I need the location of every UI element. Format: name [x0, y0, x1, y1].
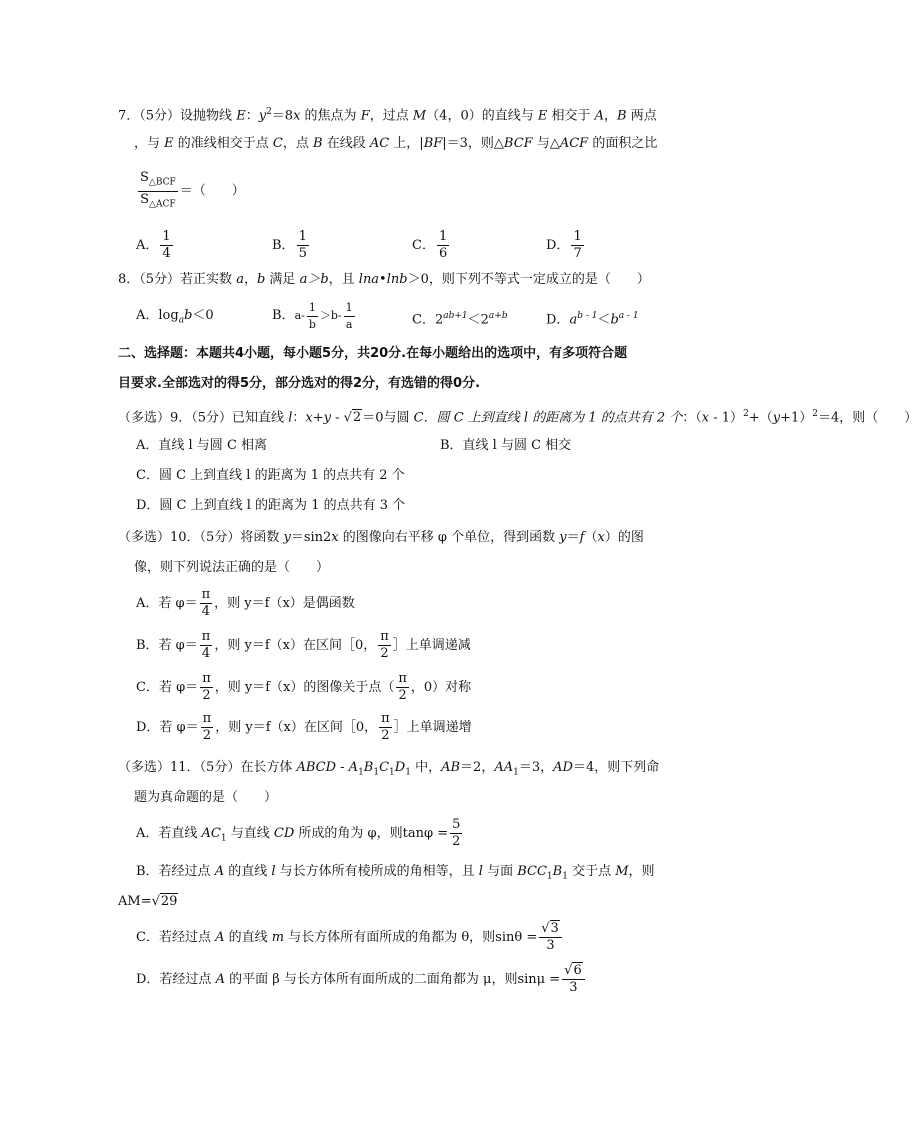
q9-line1: （多选）9．（5分）已知直线 l：x+y - √2＝0与圆 C．圆 C 上到直线 l 的距离为 1 的点共有 2 个：$(x - 1)^2+(y+1)^2=4$，则（ ）	[118, 409, 917, 426]
q7-option-d[interactable]: D． $\frac{1}{7}$	[546, 229, 582, 261]
q7-line1: 7．（5分）设抛物线 E：$y^2=8x$ 的焦点为 F，过点 M（4，0）的直线与 E 相交于 A，B 两点	[118, 107, 657, 124]
q9-option-b[interactable]: B．直线 l 与圆 C 相交	[440, 438, 572, 453]
q11-option-c[interactable]: C．若经过点 A 的直线 m 与长方体所有面所成的角都为 θ，则sinθ = $\frac{√3}{3}$	[136, 920, 564, 956]
q7-option-c[interactable]: C． $\frac{1}{6}$	[412, 229, 448, 261]
q10-option-d[interactable]: D．若 φ＝ $\frac{\pi}{2}$ ，则 y＝f（x）在区间［0， $\frac{\pi}{2}$ ］上单调递增	[136, 711, 472, 743]
q7-area-ratio: $S_{\triangle BCF}$ $S_{\triangle ACF}$ ＝（ ）	[140, 170, 245, 210]
q11-line2: 题为真命题的是（ ）	[134, 790, 278, 805]
q7-option-a[interactable]: A． $\frac{1}{4}$	[136, 229, 171, 261]
q11-option-b-line2: AM=√29	[118, 894, 178, 909]
section-2-heading-line1: 二、选择题：本题共4小题，每小题5分，共20分.在每小题给出的选项中，有多项符合题	[118, 346, 628, 361]
q11-option-d[interactable]: D．若经过点 A 的平面 β 与长方体所有面所成的二面角都为 μ，则sinμ = $\frac{√6}{3}$	[136, 962, 587, 998]
q11-option-b-line1[interactable]: B．若经过点 A 的直线 l 与长方体所有棱所成的角相等，且 l 与面 $BCC_1B_1$ 交于点 M，则	[136, 864, 655, 882]
q10-option-a[interactable]: A．若 φ＝ $\frac{\pi}{4}$ ，则 y＝f（x）是偶函数	[136, 587, 355, 619]
q10-line2: 像，则下列说法正确的是（ ）	[134, 560, 330, 575]
q8-option-c[interactable]: C．$2^{ab+1}<2^{a+b}$	[412, 311, 508, 328]
q8-option-b[interactable]: B．a- $\frac{1}{b}$ ＞b- $\frac{1}{a}$	[272, 300, 353, 331]
q8-line1: 8．（5分）若正实数 a，b 满足 a＞b，且 lna•lnb＞0，则下列不等式一定成立的是（ ）	[118, 272, 650, 287]
q10-option-b[interactable]: B．若 φ＝ $\frac{\pi}{4}$ ，则 y＝f（x）在区间［0， $\frac{\pi}{2}$ ］上单调递减	[136, 629, 471, 661]
q7-line2: ，与 E 的准线相交于点 C，点 B 在线段 AC 上，|BF|＝3，则△BCF 与△ACF 的面积之比	[134, 136, 658, 151]
q9-option-c[interactable]: C．圆 C 上到直线 l 的距离为 1 的点共有 2 个	[136, 468, 405, 483]
q8-option-a[interactable]: A．$\log_ab<0$	[136, 308, 214, 326]
q10-option-c[interactable]: C．若 φ＝ $\frac{\pi}{2}$ ，则 y＝f（x）的图像关于点（ $\frac{\pi}{2}$ ，0）对称	[136, 671, 472, 703]
q9-option-a[interactable]: A．直线 l 与圆 C 相离	[136, 438, 268, 453]
q10-line1: （多选）10．（5分）将函数 y＝sin2x 的图像向右平移 φ 个单位，得到函数 y＝f（x）的图	[118, 530, 644, 545]
q11-option-a[interactable]: A．若直线 $AC_1$ 与直线 CD 所成的角为 φ，则tanφ = $\frac{5}{2}$	[136, 817, 461, 849]
q9-option-d[interactable]: D．圆 C 上到直线 l 的距离为 1 的点共有 3 个	[136, 498, 406, 513]
q7-option-b[interactable]: B． $\frac{1}{5}$	[272, 229, 307, 261]
q8-option-d[interactable]: D．$a^{b - 1}<b^{a - 1}$	[546, 311, 639, 328]
section-2-heading-line2: 目要求.全部选对的得5分，部分选对的得2分，有选错的得0分.	[118, 376, 481, 391]
q11-line1: （多选）11．（5分）在长方体 ABCD - $A_1B_1C_1D_1$ 中，AB＝2，$AA_1=3$，AD＝4，则下列命	[118, 760, 660, 778]
